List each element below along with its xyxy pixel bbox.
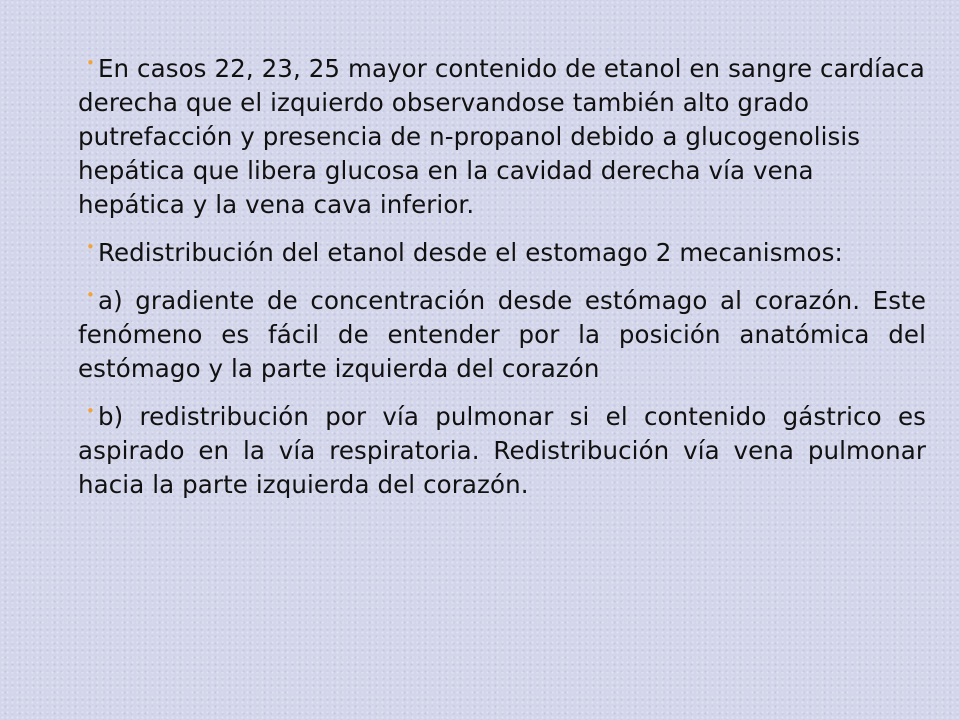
bullet-paragraph-2 bbox=[78, 236, 926, 270]
paragraph-text: b) redistribución por vía pulmonar si el contenido gástrico es aspirado en la vía respiratoria. Redistribución vía vena pulmonar hacia la parte izquierda del corazón. bbox=[78, 402, 926, 499]
bullet-paragraph-1 bbox=[78, 52, 926, 222]
bullet-icon: • bbox=[86, 238, 95, 256]
paragraph-text: a) gradiente de concentración desde estómago al corazón. Este fenómeno es fácil de entender por la posición anatómica del estómago y la parte izquierda del corazón bbox=[78, 286, 926, 383]
bullet-icon: • bbox=[86, 286, 95, 304]
paragraph-text: Redistribución del etanol desde el estomago 2 mecanismos: bbox=[97, 238, 843, 267]
slide-body bbox=[78, 52, 926, 516]
bullet-icon: • bbox=[86, 54, 95, 72]
bullet-paragraph-3 bbox=[78, 284, 926, 386]
bullet-icon: • bbox=[86, 402, 95, 420]
paragraph-text: En casos 22, 23, 25 mayor contenido de etanol en sangre cardíaca derecha que el izquierdo observandose también alto grado putrefacción y presencia de n-propanol debido a glucogenolisis hepática que libera glucosa en la cavidad derecha vía vena hepática y la vena cava inferior. bbox=[78, 54, 925, 219]
bullet-paragraph-4 bbox=[78, 400, 926, 502]
